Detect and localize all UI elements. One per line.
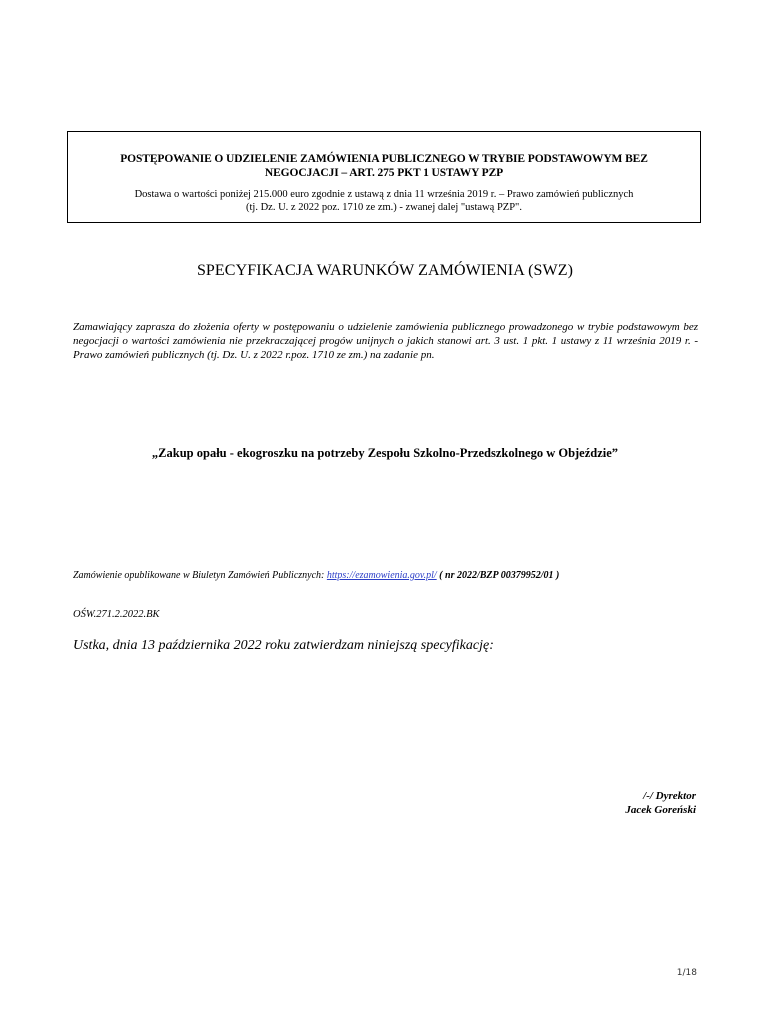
procedure-header-box bbox=[67, 131, 701, 223]
reference-code: OŚW.271.2.2022.BK bbox=[73, 609, 160, 620]
page-number: 1/18 bbox=[676, 968, 697, 978]
signature-role: /-/ Dyrektor bbox=[643, 790, 696, 802]
signature-block bbox=[625, 789, 696, 817]
header-sub-line1: Dostawa o wartości poniżej 215.000 euro zgodnie z ustawą z dnia 11 września 2019 r. – Prawo zamówień publicznych bbox=[134, 189, 634, 200]
procedure-header-title bbox=[82, 152, 686, 180]
intro-paragraph: Zamawiający zaprasza do złożenia oferty w postępowaniu o udzielenie zamówienia publicznego prowadzonego w trybie podstawowym bez negocjacji o wartości zamówienia nie przekraczającej progów unijnych o jakich stanowi art. 3 ust. 1 pkt. 1 ustawy z 11 września 2019 r. - Prawo zamówień publicznych (tj. Dz. U. z 2022 r.poz. 1710 ze zm.) na zadanie pn. bbox=[73, 321, 698, 361]
document-title: SPECYFIKACJA WARUNKÓW ZAMÓWIENIA (SWZ) bbox=[196, 262, 574, 279]
header-title-line2: NEGOCJACJI – ART. 275 PKT 1 USTAWY PZP bbox=[264, 167, 504, 179]
header-sub-line2: (tj. Dz. U. z 2022 poz. 1710 ze zm.) - zwanej dalej "ustawą PZP". bbox=[246, 202, 522, 213]
procedure-header-subtitle bbox=[82, 188, 686, 214]
signature-name: Jacek Goreński bbox=[625, 804, 696, 816]
publication-note bbox=[73, 570, 713, 581]
publication-reference: ( nr 2022/BZP 00379952/01 ) bbox=[436, 570, 560, 581]
ezamowienia-link[interactable]: https://ezamowienia.gov.pl/ bbox=[326, 570, 437, 581]
contract-subject: „Zakup opału - ekogroszku na potrzeby Zespołu Szkolno-Przedszkolnego w Objeździe” bbox=[151, 446, 619, 460]
approval-statement: Ustka, dnia 13 października 2022 roku zatwierdzam niniejszą specyfikację: bbox=[73, 638, 494, 653]
header-title-line1: POSTĘPOWANIE O UDZIELENIE ZAMÓWIENIA PUBLICZNEGO W TRYBIE PODSTAWOWYM BEZ bbox=[120, 153, 648, 165]
publication-prefix: Zamówienie opublikowane w Biuletyn Zamówień Publicznych: bbox=[73, 570, 327, 581]
